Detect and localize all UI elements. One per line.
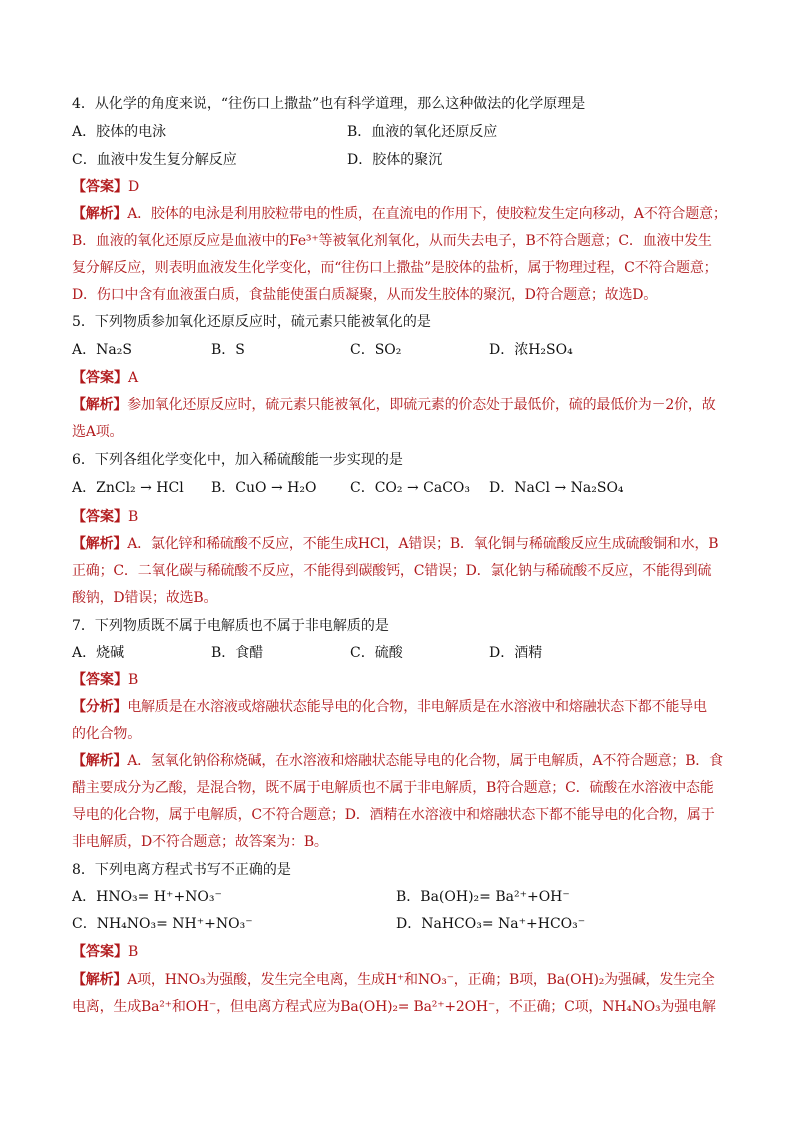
q4-option-c: C．血液中发生复分解反应 xyxy=(72,152,237,168)
q4-analysis-line xyxy=(72,204,727,224)
q6-analysis-line: 正确；C．二氧化碳与稀硫酸不反应，不能得到碳酸钙，C错误；D．氯化钠与稀硫酸不反应，不能得到硫 xyxy=(72,563,712,579)
q8-option-d: D．NaHCO₃= Na⁺+HCO₃⁻ xyxy=(396,916,586,932)
q4-option-a: A．胶体的电泳 xyxy=(72,124,167,140)
answer-value: A xyxy=(128,370,139,386)
analysis-tag: 【解析】 xyxy=(72,536,128,552)
q7-analysis-line xyxy=(72,751,722,771)
q5-option-c: C．SO₂ xyxy=(350,342,402,358)
q8-analysis-line: 电离，生成Ba²⁺和OH⁻，但电离方程式应为Ba(OH)₂= Ba²⁺+2OH⁻，不正确；C项，NH₄NO₃为强电解 xyxy=(72,999,716,1015)
analysis-text: A项，HNO₃为强酸，发生完全电离，生成H⁺和NO₃⁻，正确；B项，Ba(OH)₂为强碱，发生完全 xyxy=(127,972,715,988)
answer-tag: 【答案】 xyxy=(72,509,128,525)
q5-option-b: B．S xyxy=(211,342,245,358)
q7-stem: 7．下列物质既不属于电解质也不属于非电解质的是 xyxy=(72,618,389,634)
q8-option-a: A．HNO₃= H⁺+NO₃⁻ xyxy=(72,889,222,905)
q6-analysis-line xyxy=(72,534,722,554)
q6-option-c: C．CO₂ → CaCO₃ xyxy=(350,480,471,496)
q7-fenxi-line: 的化合物。 xyxy=(72,726,141,742)
analysis-text: 参加氧化还原反应时，硫元素只能被氧化，即硫元素的价态处于最低价，硫的最低价为－2价，故 xyxy=(127,397,716,413)
answer-tag: 【答案】 xyxy=(72,944,128,960)
analysis-text: A．氯化锌和稀硫酸不反应，不能生成HCl，A错误；B．氧化铜与稀硫酸反应生成硫酸铜和水，B xyxy=(127,536,719,552)
q7-analysis-line: 导电的化合物，属于电解质，C不符合题意；D．酒精在水溶液中和熔融状态下都不能导电的化合物，属于 xyxy=(72,807,715,823)
q8-option-c: C．NH₄NO₃= NH⁺+NO₃⁻ xyxy=(72,916,253,932)
q4-answer xyxy=(72,177,139,197)
q5-analysis-line xyxy=(72,395,722,415)
q7-analysis-line: 醋主要成分为乙酸，是混合物，既不属于电解质也不属于非电解质，B符合题意；C．硫酸在水溶液中态能 xyxy=(72,780,714,796)
q8-option-b: B．Ba(OH)₂= Ba²⁺+OH⁻ xyxy=(396,889,570,905)
q5-option-a: A．Na₂S xyxy=(72,342,132,358)
q8-analysis-line xyxy=(72,970,722,990)
q6-answer xyxy=(72,507,138,527)
q6-option-b: B．CuO → H₂O xyxy=(211,480,317,496)
answer-tag: 【答案】 xyxy=(72,370,128,386)
answer-value: D xyxy=(128,179,140,195)
q7-answer xyxy=(72,670,138,690)
q6-analysis-line: 酸钠，D错误；故选B。 xyxy=(72,590,218,606)
q7-option-b: B．食醋 xyxy=(211,645,264,661)
q7-fenxi-line xyxy=(72,697,722,717)
q7-analysis-line: 非电解质，D不符合题意；故答案为：B。 xyxy=(72,834,328,850)
q4-option-b: B．血液的氧化还原反应 xyxy=(347,124,498,140)
q5-answer xyxy=(72,368,138,388)
q5-option-d: D．浓H₂SO₄ xyxy=(489,342,573,358)
q7-option-a: A．烧碱 xyxy=(72,645,125,661)
q6-option-d: D．NaCl → Na₂SO₄ xyxy=(489,480,624,496)
q7-option-c: C．硫酸 xyxy=(350,645,403,661)
q4-stem: 4．从化学的角度来说，“往伤口上撒盐”也有科学道理，那么这种做法的化学原理是 xyxy=(72,96,586,112)
analysis-tag: 【解析】 xyxy=(72,206,128,222)
q4-analysis-line: B．血液的氧化还原反应是血液中的Fe³⁺等被氧化剂氧化，从而失去电子，B不符合题意；C．血液中发生 xyxy=(72,233,712,249)
fenxi-tag: 【分析】 xyxy=(72,699,128,715)
q5-analysis-line: 选A项。 xyxy=(72,424,124,440)
answer-tag: 【答案】 xyxy=(72,672,128,688)
analysis-tag: 【解析】 xyxy=(72,753,128,769)
answer-value: B xyxy=(128,944,139,960)
analysis-text: A．胶体的电泳是利用胶粒带电的性质，在直流电的作用下，使胶粒发生定向移动，A不符合题意； xyxy=(127,206,727,222)
analysis-tag: 【解析】 xyxy=(72,972,128,988)
q7-option-d: D．酒精 xyxy=(489,645,543,661)
q8-answer xyxy=(72,942,138,962)
q5-stem: 5．下列物质参加氧化还原反应时，硫元素只能被氧化的是 xyxy=(72,314,431,330)
answer-value: B xyxy=(128,509,139,525)
q8-stem: 8．下列电离方程式书写不正确的是 xyxy=(72,862,291,878)
fenxi-text: 电解质是在水溶液或熔融状态能导电的化合物，非电解质是在水溶液中和熔融状态下都不能导电 xyxy=(127,699,707,715)
analysis-text: A．氢氧化钠俗称烧碱，在水溶液和熔融状态能导电的化合物，属于电解质，A不符合题意；B．食 xyxy=(127,753,723,769)
analysis-tag: 【解析】 xyxy=(72,397,128,413)
q6-option-a: A．ZnCl₂ → HCl xyxy=(72,480,184,496)
q4-analysis-line: 复分解反应，则表明血液发生化学变化，而“往伤口上撒盐”是胶体的盐析，属于物理过程，C不符合题意； xyxy=(72,260,718,276)
q6-stem: 6．下列各组化学变化中，加入稀硫酸能一步实现的是 xyxy=(72,452,403,468)
answer-tag: 【答案】 xyxy=(72,179,128,195)
q4-option-d: D．胶体的聚沉 xyxy=(347,152,443,168)
answer-value: B xyxy=(128,672,139,688)
q4-analysis-line: D．伤口中含有血液蛋白质，食盐能使蛋白质凝聚，从而发生胶体的聚沉，D符合题意；故选D。 xyxy=(72,287,658,303)
